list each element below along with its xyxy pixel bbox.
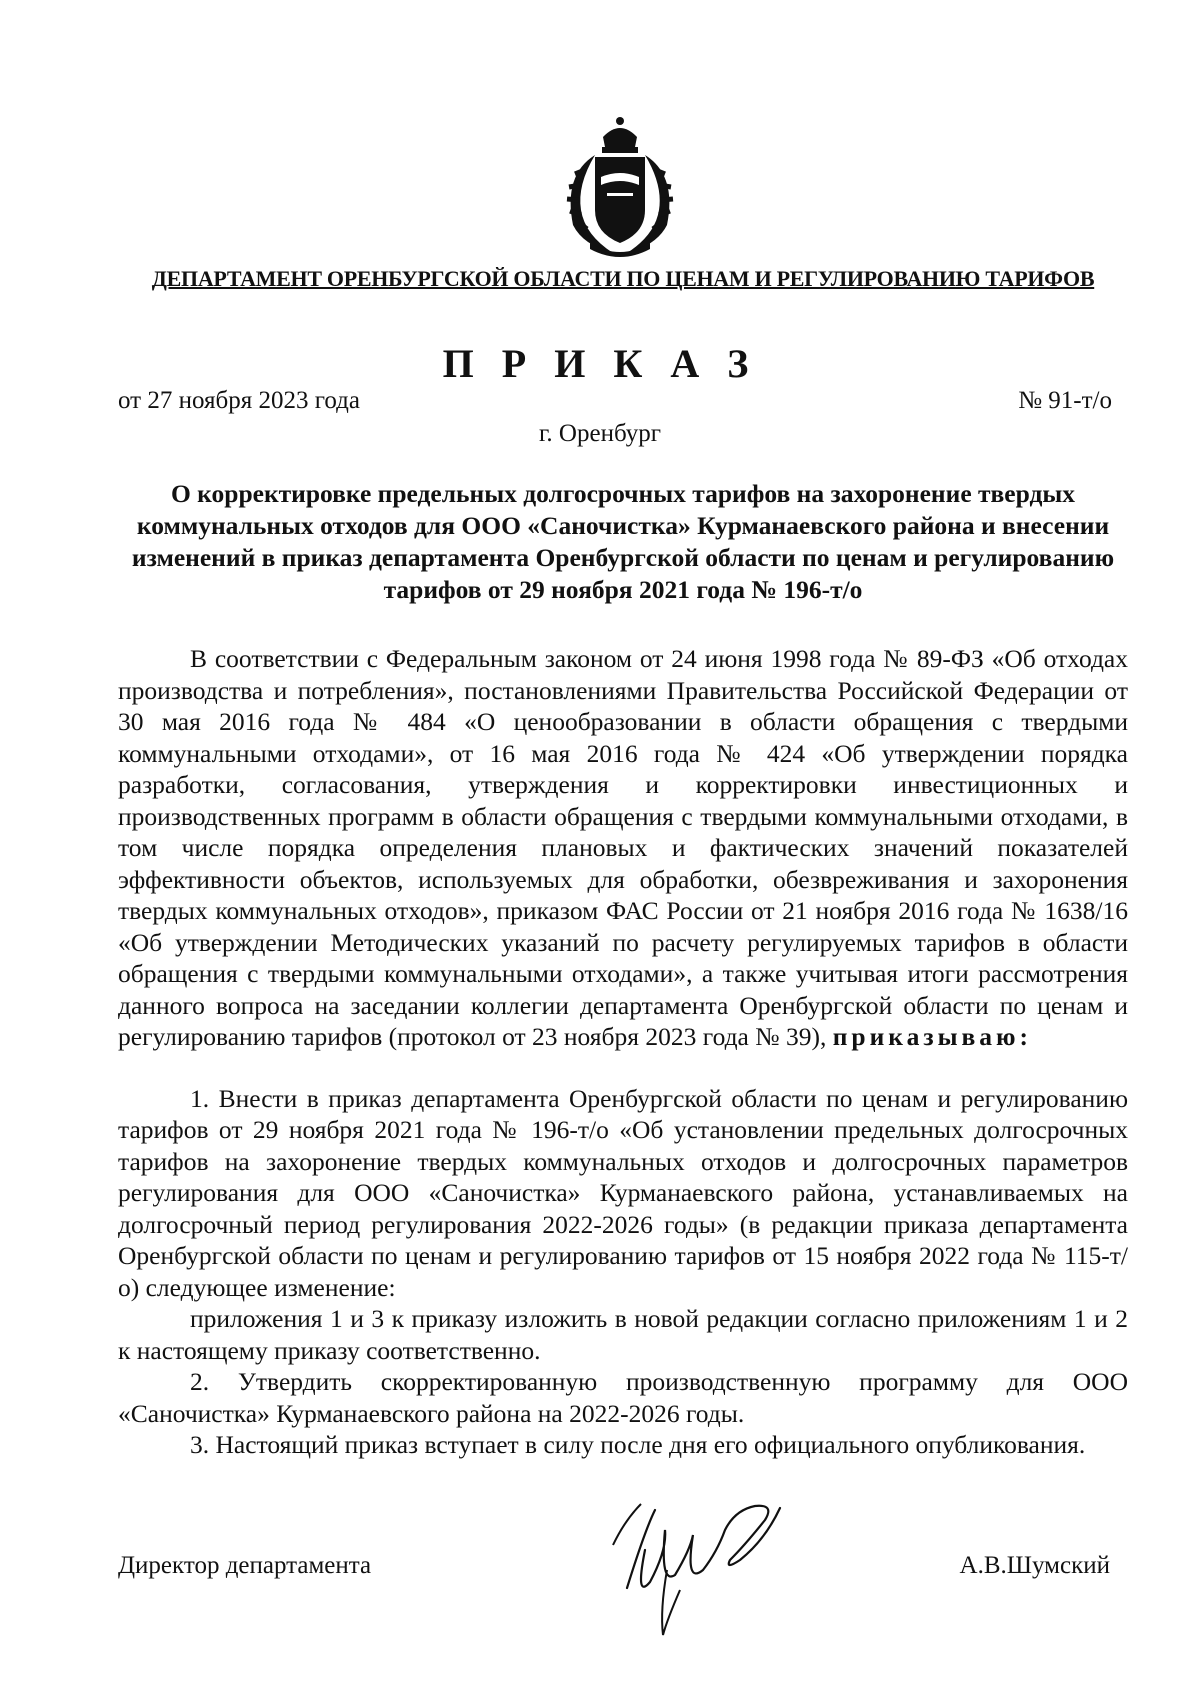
document-body [118, 643, 1128, 1461]
document-city: г. Оренбург [539, 420, 661, 447]
handwritten-signature [605, 1490, 845, 1640]
document-subject: О корректировке предельных долгосрочных тарифов на захоронение твердых коммунальных отходов для ООО «Саночистка» Курманаевского района и внесении изменений в приказ департамента Оренбургской области по ценам и регулированию тарифов от 29 ноября 2021 года № 196-т/о [131, 479, 1115, 604]
item-1-sub: приложения 1 и 3 к приказу изложить в новой редакции согласно приложениям 1 и 2 к настоящему приказу соответственно. [118, 1304, 1128, 1365]
item-2: 2. Утвердить скорректированную производственную программу для ООО «Саночистка» Курманаевского района на 2022-2026 годы. [118, 1367, 1128, 1428]
item-3: 3. Настоящий приказ вступает в силу после дня его официального опубликования. [190, 1430, 1086, 1459]
document-date: от 27 ноября 2023 года [118, 387, 360, 414]
department-name: ДЕПАРТАМЕНТ ОРЕНБУРГСКОЙ ОБЛАСТИ ПО ЦЕНАМ И РЕГУЛИРОВАНИЮ ТАРИФОВ [151, 266, 1095, 291]
coat-of-arms-icon [555, 115, 685, 257]
order-word: приказываю: [832, 1022, 1032, 1051]
signatory-position: Директор департамента [118, 1552, 372, 1579]
preamble-text: В соответствии с Федеральным законом от 24 июня 1998 года № 89-ФЗ «Об отходах производства и потребления», постановлениями Правительства Российской Федерации от 30 мая 2016 года № 484 «О ценообразовании в области обращения с твердыми коммунальными отходами», от 16 мая 2016 года № 424 «Об утверждении порядка разработки, согласования, утверждения и корректировки инвестиционных и производственных программ в области обращения с твердыми коммунальными отходами, в том числе порядка определения плановых и фактических значений показателей эффективности объектов, используемых для обработки, обезвреживания и захоронения твердых коммунальных отходов», приказом ФАС России от 21 ноября 2016 года № 1638/16 «Об утверждении Методических указаний по расчету регулируемых тарифов в области обращения с твердыми коммунальными отходами», а также учитывая итоги рассмотрения данного вопроса на заседании коллегии департамента Оренбургской области по ценам и регулированию тарифов (протокол от 23 ноября 2023 года № 39), [118, 644, 1128, 1051]
preamble-paragraph [118, 643, 1128, 1053]
signatory-name: А.В.Шумский [959, 1552, 1110, 1579]
document-number: № 91-т/о [1018, 387, 1112, 414]
document-title: П Р И К А З [442, 341, 758, 386]
item-1: 1. Внести в приказ департамента Оренбургской области по ценам и регулированию тарифов от 29 ноября 2021 года № 196-т/о «Об установлении предельных долгосрочных тарифов на захоронение твердых коммунальных отходов и долгосрочных параметров регулирования для ООО «Саночистка» Курманаевского района, устанавливаемых на долгосрочный период регулирования 2022-2026 годы» (в редакции приказа департамента Оренбургской области по ценам и регулированию тарифов от 15 ноября 2022 года № 115-т/о) следующее изменение: [118, 1083, 1128, 1302]
